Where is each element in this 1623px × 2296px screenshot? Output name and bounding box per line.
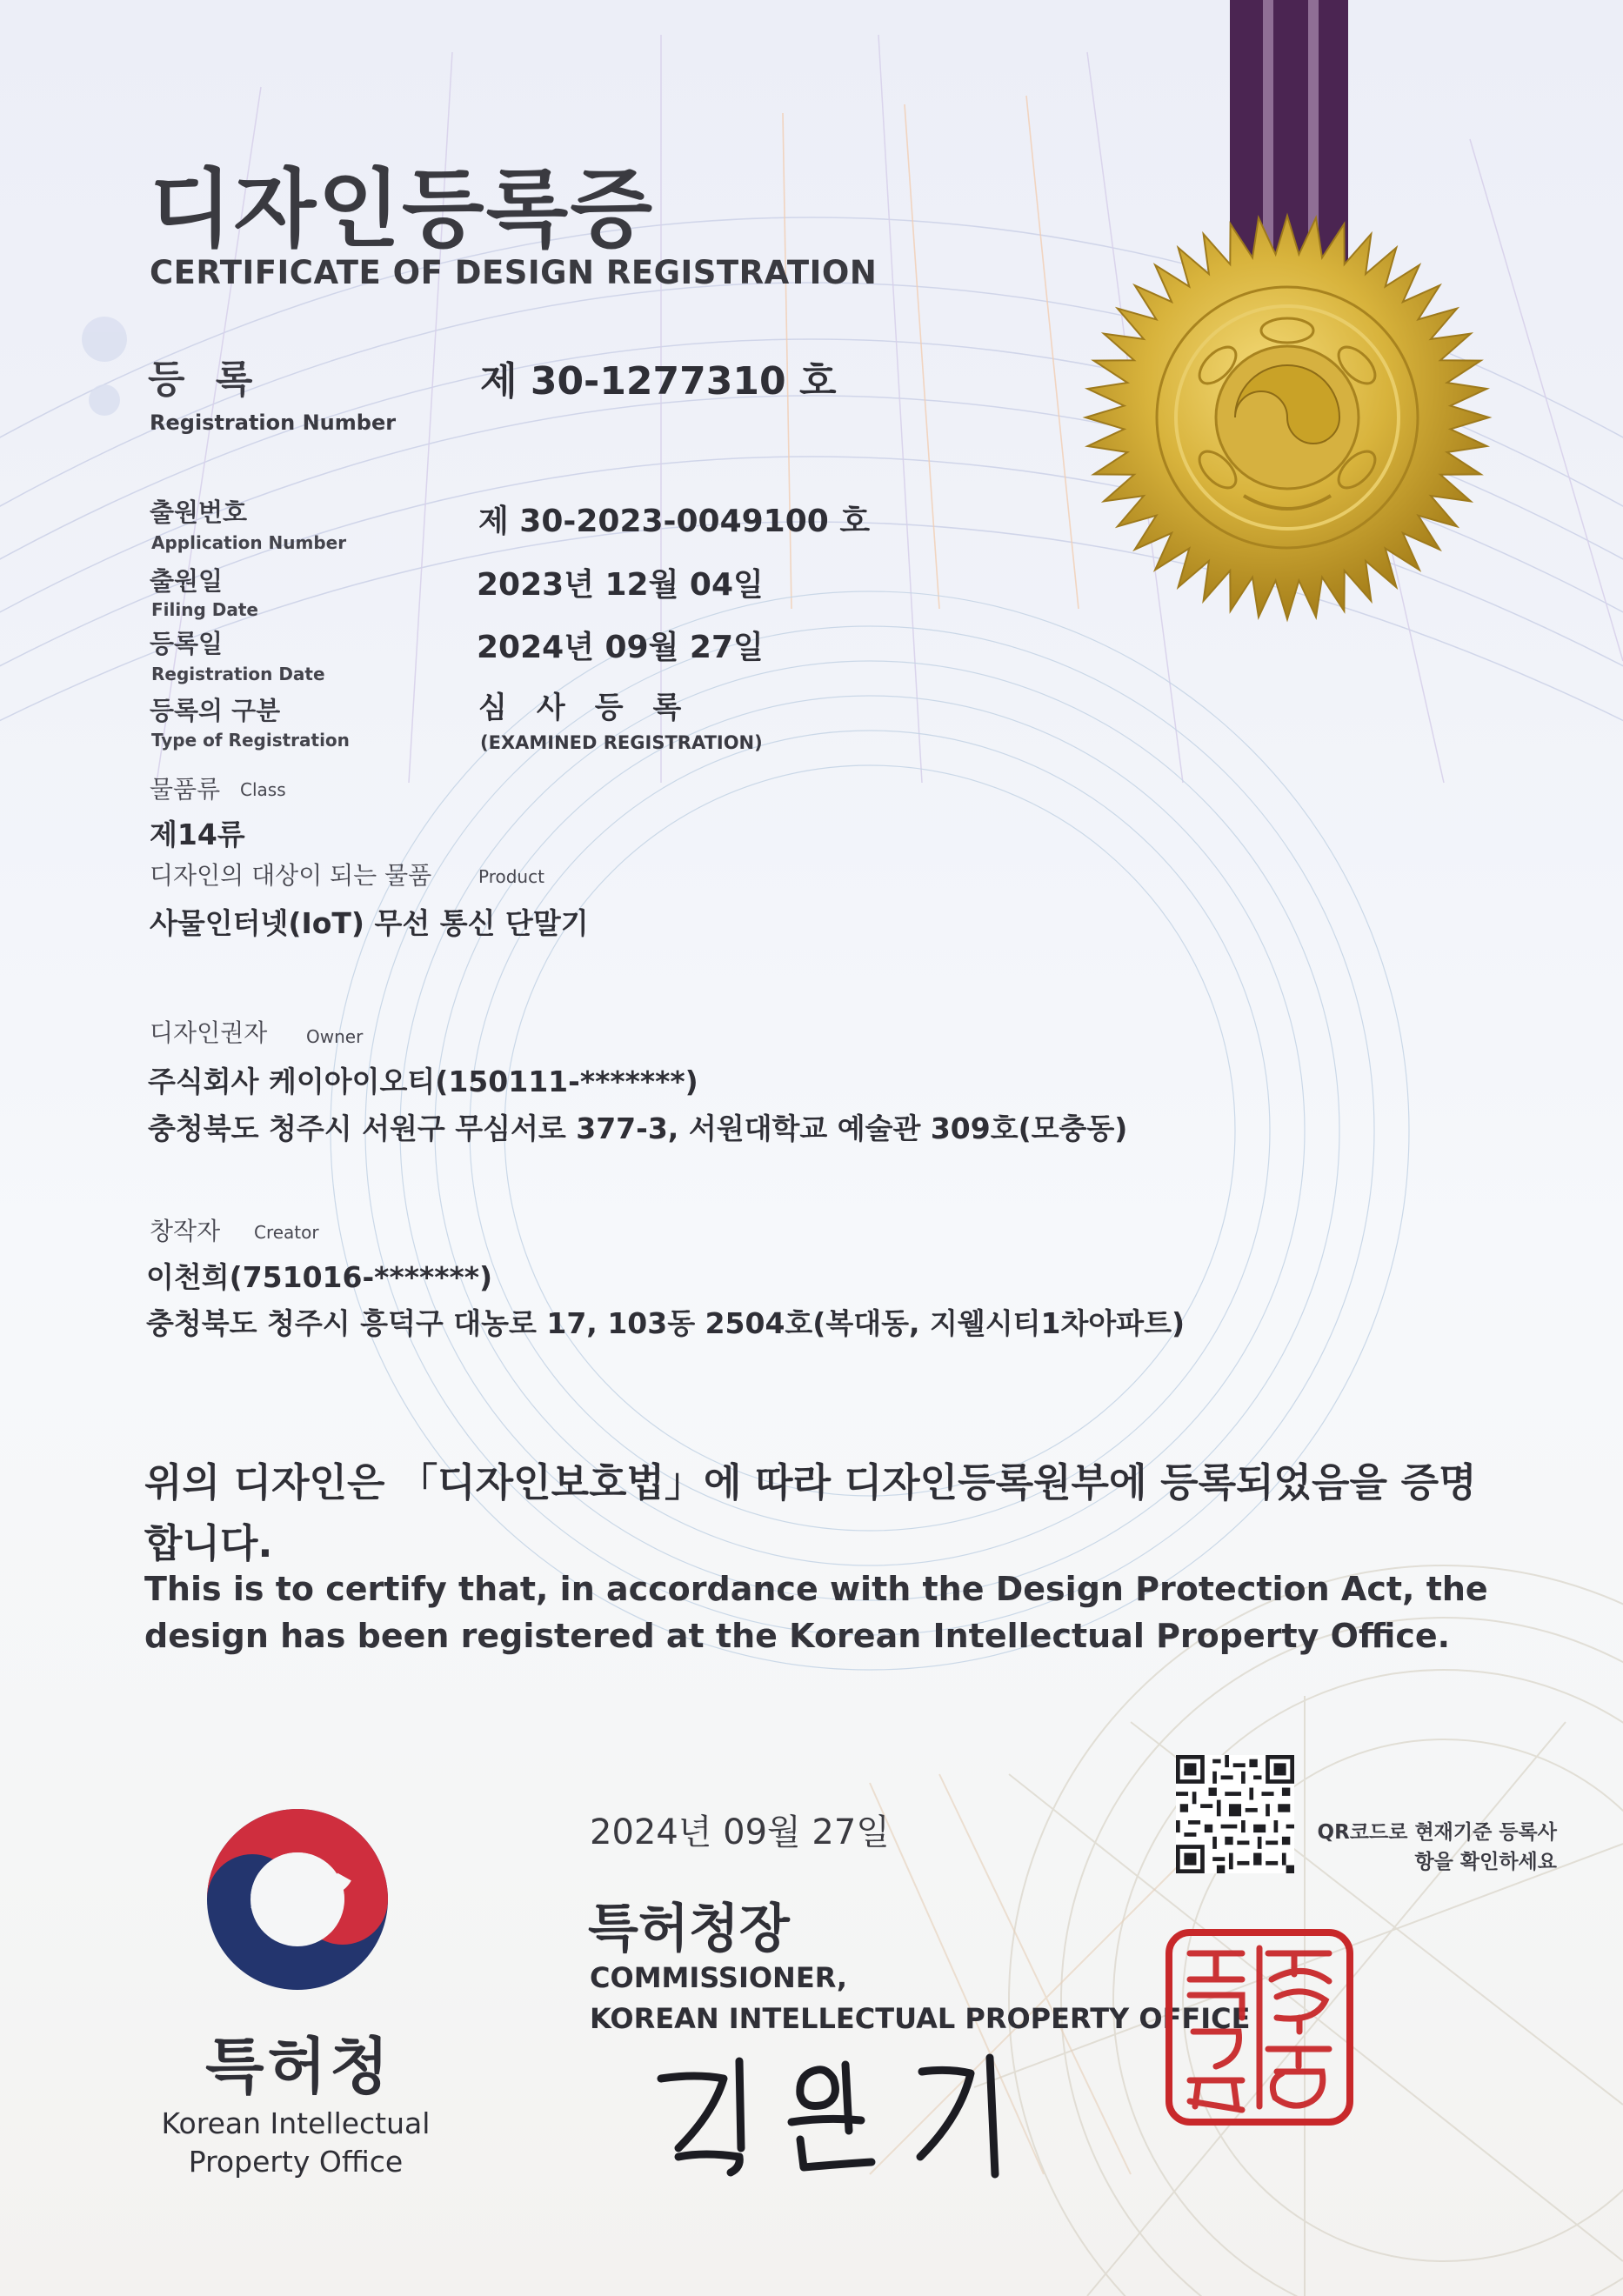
creator-address: 충청북도 청주시 흥덕구 대농로 17, 103동 2504호(복대동, 지웰시티1차아파트) bbox=[146, 1306, 1186, 1340]
registration-date-value: 2024년 09월 27일 bbox=[477, 630, 764, 665]
class-value: 제14류 bbox=[150, 818, 245, 851]
class-label-ko: 물품류 bbox=[150, 775, 221, 804]
filing-date-label-ko: 출원일 bbox=[150, 566, 224, 596]
gold-seal-icon bbox=[1079, 209, 1496, 626]
owner-label-en: Owner bbox=[306, 1026, 364, 1047]
application-number-value: 제 30-2023-0049100 호 bbox=[478, 504, 871, 539]
registration-type-value: 심사등록 bbox=[478, 691, 711, 725]
issue-date: 2024년 09월 27일 bbox=[590, 1812, 890, 1852]
qr-code-icon[interactable] bbox=[1176, 1755, 1294, 1873]
registration-label-en: Registration Number bbox=[150, 410, 397, 435]
owner-address: 충청북도 청주시 서원구 무심서로 377-3, 서원대학교 예술관 309호(모충동) bbox=[148, 1111, 1128, 1145]
registration-type-label-en: Type of Registration bbox=[151, 730, 350, 751]
commissioner-title-ko: 특허청장 bbox=[588, 1899, 790, 1959]
owner-label-ko: 디자인권자 bbox=[150, 1018, 268, 1047]
registration-label-ko: 등 록 bbox=[148, 357, 262, 402]
registration-number-value: 제 30-1277310 호 bbox=[480, 359, 837, 404]
commissioner-title-en-line1: COMMISSIONER, bbox=[590, 1961, 848, 1994]
commissioner-title-en-line2: KOREAN INTELLECTUAL PROPERTY OFFICE bbox=[590, 2002, 1251, 2035]
certificate-title-en: CERTIFICATE OF DESIGN REGISTRATION bbox=[150, 254, 878, 291]
certificate-title-ko: 디자인등록증 bbox=[150, 160, 655, 259]
application-number-label-en: Application Number bbox=[151, 532, 347, 553]
commissioner-signature bbox=[644, 2052, 1026, 2183]
registration-date-label-ko: 등록일 bbox=[150, 629, 224, 658]
certification-text-ko: 위의 디자인은 「디자인보호법」에 따라 디자인등록원부에 등록되었음을 증명합니다. bbox=[144, 1459, 1477, 1566]
registration-type-value-en: (EXAMINED REGISTRATION) bbox=[480, 732, 763, 753]
kipo-logo-text-en: Korean Intellectual Property Office bbox=[161, 2106, 431, 2179]
filing-date-value: 2023년 12월 04일 bbox=[477, 567, 764, 603]
application-number-label-ko: 출원번호 bbox=[150, 497, 248, 527]
kipo-logo-text-ko: 특허청 bbox=[205, 2031, 392, 2102]
creator-label-ko: 창작자 bbox=[150, 1217, 221, 1245]
product-label-en: Product bbox=[478, 866, 544, 887]
certification-text-en: This is to certify that, in accordance with the Design Protection Act, the design has been registered at the Korean Intellectual Property Office. bbox=[144, 1570, 1488, 1655]
product-value: 사물인터넷(IoT) 무선 통신 단말기 bbox=[150, 906, 589, 940]
product-label-ko: 디자인의 대상이 되는 물품 bbox=[150, 861, 432, 890]
creator-name: 이천희(751016-*******) bbox=[146, 1260, 493, 1294]
registration-date-label-en: Registration Date bbox=[151, 664, 325, 684]
class-label-en: Class bbox=[240, 779, 286, 800]
qr-note-text: QR코드로 현재기준 등록사항을 확인하세요 bbox=[1317, 1821, 1557, 1873]
creator-label-en: Creator bbox=[254, 1222, 319, 1243]
taeguk-logo-icon bbox=[205, 1807, 390, 1992]
filing-date-label-en: Filing Date bbox=[151, 599, 258, 620]
owner-name: 주식회사 케이아이오티(150111-*******) bbox=[148, 1065, 698, 1098]
red-seal-stamp-icon bbox=[1164, 1927, 1355, 2127]
registration-type-label-ko: 등록의 구분 bbox=[150, 696, 281, 725]
